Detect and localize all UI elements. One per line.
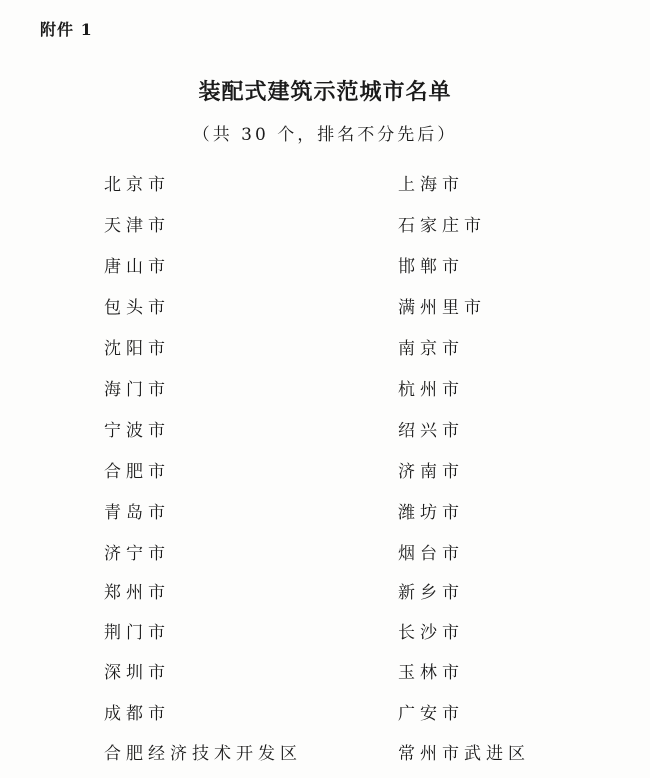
city-item-right: 满州里市 (398, 298, 486, 318)
city-item-right: 邯郸市 (398, 257, 464, 277)
city-item-right: 玉林市 (398, 663, 464, 683)
city-item-left: 包头市 (104, 298, 170, 318)
city-item-left: 天津市 (104, 216, 170, 236)
city-item-right: 常州市武进区 (398, 744, 530, 764)
document-subtitle: （共 30 个，排名不分先后） (192, 125, 458, 145)
city-item-left: 青岛市 (104, 503, 170, 523)
city-item-left: 宁波市 (104, 421, 170, 441)
city-item-right: 长沙市 (398, 623, 464, 643)
city-item-left: 成都市 (104, 704, 170, 724)
city-item-right: 济南市 (398, 462, 464, 482)
city-item-left: 合肥市 (104, 462, 170, 482)
city-item-left: 深圳市 (104, 663, 170, 683)
city-item-right: 杭州市 (398, 380, 464, 400)
city-item-left: 沈阳市 (104, 339, 170, 359)
city-item-right: 南京市 (398, 339, 464, 359)
city-item-right: 广安市 (398, 704, 464, 724)
city-item-right: 烟台市 (398, 544, 464, 564)
city-item-left: 荆门市 (104, 623, 170, 643)
city-item-right: 石家庄市 (398, 216, 486, 236)
city-item-right: 新乡市 (398, 583, 464, 603)
city-item-right: 潍坊市 (398, 503, 464, 523)
city-item-left: 郑州市 (104, 583, 170, 603)
city-item-left: 济宁市 (104, 544, 170, 564)
city-item-left: 海门市 (104, 380, 170, 400)
document-title: 装配式建筑示范城市名单 (198, 79, 452, 105)
city-item-right: 上海市 (398, 175, 464, 195)
city-item-left: 合肥经济技术开发区 (104, 744, 302, 764)
city-item-left: 北京市 (104, 175, 170, 195)
city-item-right: 绍兴市 (398, 421, 464, 441)
attachment-label: 附件 1 (40, 20, 93, 39)
city-item-left: 唐山市 (104, 257, 170, 277)
